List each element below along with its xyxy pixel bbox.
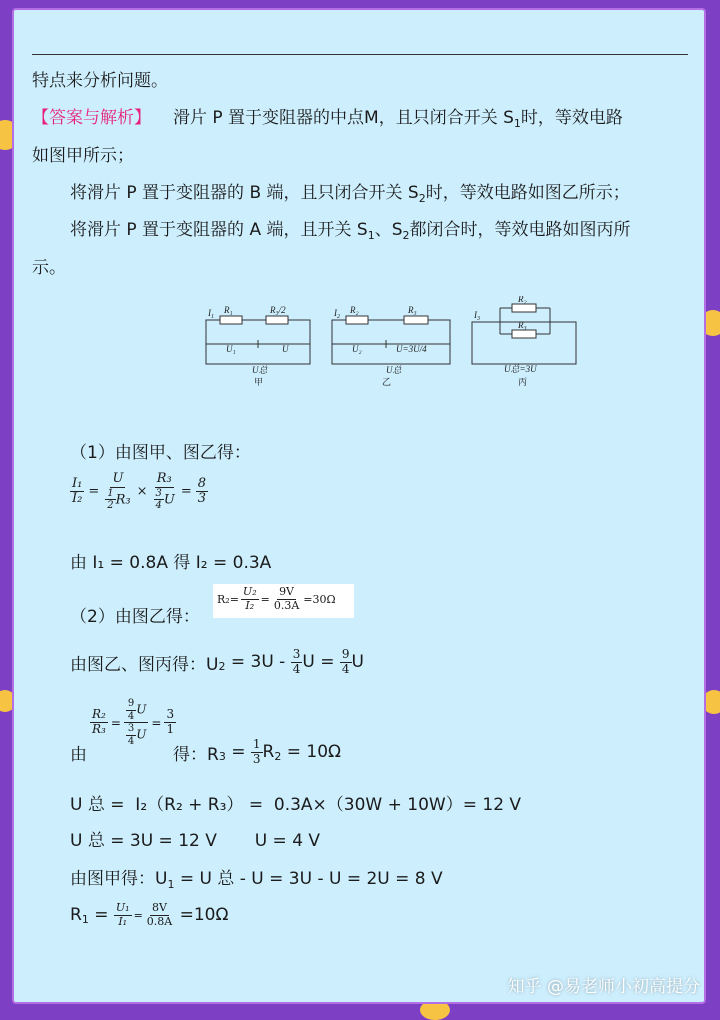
para3-text-b: 都闭合时，等效电路如图丙所 [409,220,631,240]
eq2-equals: = [260,592,270,606]
para1-text-b: 时，等效电路 [520,108,623,128]
eq2-frac-2: $\frac{9V}{0.3A}$ [273,585,300,612]
r1-result: =10Ω [174,905,229,926]
jia-r3-half: R₃/2 [270,305,286,315]
eq1-equals: = [88,484,100,500]
bing-caption: 丙 [518,377,528,387]
u1-sub: 1 [167,878,175,891]
r3-you: 由 [70,744,87,765]
r3-line [70,738,341,767]
jia-current: $I_1$ [208,308,214,320]
paragraph-3-cont: 示。 [32,258,66,278]
para3-sub1: 1 [367,229,375,242]
eq3-middle: $\frac{9}{4}$ U $\frac{3}{4}$ U [124,698,149,747]
r3-frac: $\frac{1}{3}$ [252,737,261,766]
eq2-result: =30Ω [303,592,336,606]
r3-text: 得：R [173,744,219,765]
total-voltage-line: U 总 = I₂（R₂ + R₃） = 0.3A×（30W + 10W）= 12 V [70,795,522,815]
paragraph-1 [32,103,623,128]
u2-text: 由图乙、图丙得：U [70,654,219,675]
r3-sub2: 2 [274,749,282,763]
r1-line [70,902,229,928]
jia-u1: U₁ [226,344,236,354]
jia-caption: 甲 [254,377,264,387]
u2-text-d: U [351,652,364,673]
equation-1 [70,472,208,512]
u2-frac-1: $\frac{3}{4}$ [292,647,301,676]
yi-r2: R₂ [350,305,359,315]
r1-eq: = [88,905,114,926]
r3-text-b: R [262,742,275,763]
eq3-lhs: $\frac{\text{R₂}}{\text{R₃}}$ [92,707,106,736]
eq3-result: $\frac{3}{1}$ [166,707,175,736]
jia-utotal: U总 [252,365,268,375]
yi-u34: U=3U/4 [396,344,427,354]
r1-text: R [70,905,82,926]
para2-text-b: 时，等效电路如图乙所示； [425,183,630,203]
r3-sub: 3 [218,749,226,763]
eq1-times: × [136,484,148,500]
bing-r3: R₃ [518,320,527,330]
voltage-u1-line [70,864,443,889]
para1-sub: 1 [513,117,521,130]
step-2-heading: （2）由图乙得： [70,607,200,627]
eq4-frac-1: $\frac{\text{U₁}}{\text{I₁}}$ [115,901,130,928]
eq1-b: R₃ $\frac{3}{4}$ U [155,471,175,512]
circuit-yi [332,316,450,364]
para2-text: 将滑片 P 置于变阻器的 B 端，且只闭合开关 S [70,183,419,203]
yi-utotal: U总 [386,365,402,375]
yi-r3: R₃ [408,305,417,315]
u1-text-b: = U 总 - U = 3U - U = 2U = 8 V [174,869,443,889]
r3-eq: = [225,742,251,763]
watermark: 知乎 @易老师小初高提分 [507,977,700,997]
jia-r1: R₁ [224,305,233,315]
paragraph-3 [70,215,631,240]
u2-text-b: = 3U - [225,652,291,673]
circuit-jia [206,316,310,364]
eq3-equals: = [110,715,121,730]
para1-text: 滑片 P 置于变阻器的中点M，且只闭合开关 S [173,108,514,128]
bing-current: $I_3$ [474,310,480,322]
eq1-equals-2: = [180,484,192,500]
r3-text-c: = 10Ω [281,742,342,763]
paragraph-2 [70,178,630,203]
u2-text-c: U = [302,652,340,673]
eq4-equals: = [133,908,143,922]
eq1-a: U $\frac{1}{2}$ R₃ [107,471,131,512]
para3-text: 将滑片 P 置于变阻器的 A 端，且开关 S [70,220,368,240]
yi-caption: 乙 [382,377,392,387]
voltage-u2-line [70,648,364,677]
eq1-result: $\frac{8}{3}$ [197,475,207,507]
step-1-heading: （1）由图甲、图乙得： [70,443,251,463]
u2-sub: 2 [218,659,226,673]
eq1-lhs: $\frac{\text{I₁}}{\text{I₂}}$ [72,475,83,507]
yi-u2: U₂ [352,344,362,354]
para2-sub: 2 [418,192,426,205]
u1-text: 由图甲得：U [70,869,168,889]
u2-frac-2: $\frac{9}{4}$ [341,647,350,676]
current-line: 由 I₁ = 0.8A 得 I₂ = 0.3A [70,553,272,573]
eq3-equals-2: = [151,715,162,730]
circuit-diagrams [200,296,590,396]
answer-tag: 【答案与解析】 [32,108,151,128]
yi-current: $I_2$ [334,308,340,320]
intro-line: 特点来分析问题。 [32,71,168,91]
eq2-lhs: R₂= [217,592,239,606]
eq4 [114,902,174,928]
para3-mid: 、S [374,220,403,240]
r1-sub: 1 [81,912,89,926]
jia-u: U [282,344,289,354]
eq4-frac-2: $\frac{8V}{0.8A}$ [146,901,173,928]
para3-sub2: 2 [402,229,410,242]
bing-r2: R₂ [518,296,527,304]
total-voltage-line-2: U 总 = 3U = 12 V U = 4 V [70,831,321,851]
eq2-frac-1: $\frac{\text{U₂}}{\text{I₂}}$ [242,585,257,612]
top-divider [32,54,688,55]
formula-r2-box [213,584,354,618]
bing-utotal: U总=3U [504,364,537,374]
circuit-bing [472,304,576,364]
paragraph-1-cont: 如图甲所示； [32,146,134,166]
